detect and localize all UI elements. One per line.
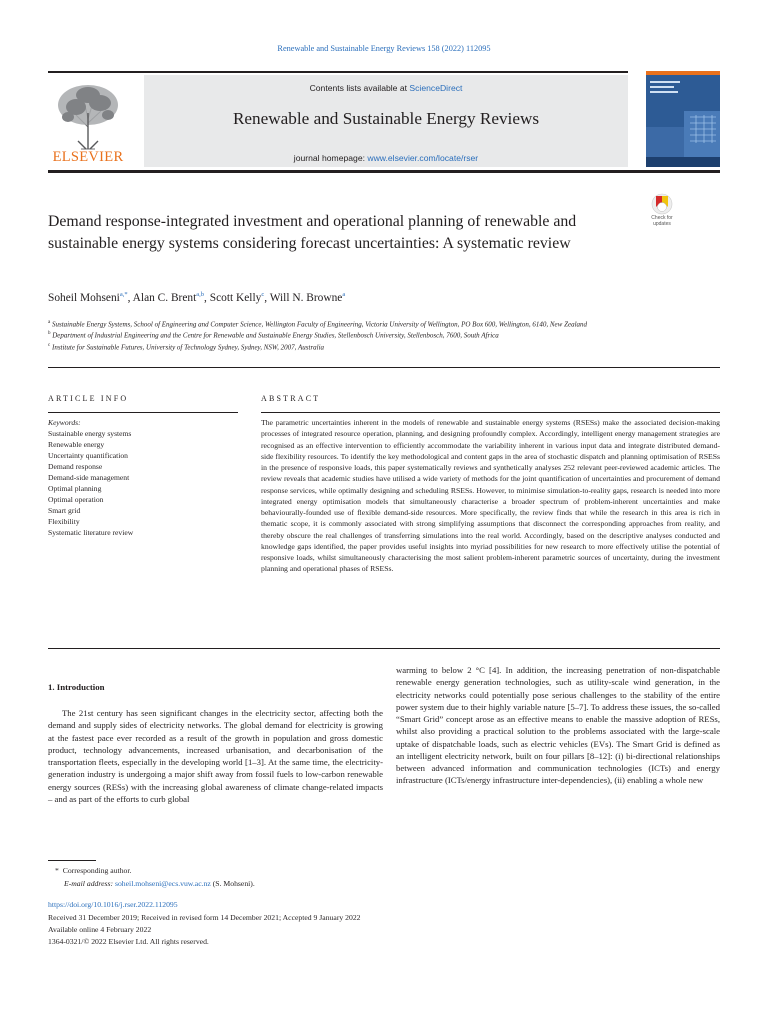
journal-citation-link[interactable]: Renewable and Sustainable Energy Reviews 158 (2022) 112095 bbox=[277, 44, 491, 53]
journal-cover-thumbnail[interactable] bbox=[646, 71, 720, 167]
abstract-bottom-rule bbox=[48, 648, 720, 649]
affiliation-text: Sustainable Energy Systems, School of Engineering and Computer Science, Wellington Faculty of Engineering, Victoria University of Wellington, PO Box 600, Wellington, 6140, New Zealand bbox=[51, 320, 588, 329]
keyword-item: Optimal planning bbox=[48, 484, 102, 493]
journal-title: Renewable and Sustainable Energy Reviews bbox=[232, 109, 540, 128]
crossmark-label bbox=[645, 216, 679, 227]
issn-copyright: 1364-0321/© 2022 Elsevier Ltd. All rights reserved. bbox=[48, 937, 209, 946]
affiliation-text: Institute for Sustainable Futures, University of Technology Sydney, Sydney, NSW, 2007, Australia bbox=[51, 342, 325, 351]
contents-availability bbox=[144, 83, 628, 93]
keyword-item: Optimal operation bbox=[48, 495, 104, 504]
keyword-item: Systematic literature review bbox=[48, 528, 134, 537]
keyword-item: Demand-side management bbox=[48, 473, 130, 482]
email-owner: (S. Mohseni). bbox=[212, 879, 255, 888]
article-info-rule bbox=[48, 412, 238, 413]
homepage-prefix: journal homepage: bbox=[293, 153, 368, 163]
keywords-heading: Keywords: bbox=[48, 418, 81, 427]
journal-masthead bbox=[48, 71, 720, 171]
affiliation-marker: c bbox=[48, 342, 51, 348]
abstract-text: The parametric uncertainties inherent in the models of renewable and sustainable energy systems (RSESs) make the associated decision-making processes of integrated resource operation, planning, and designing profoundly complex. Accordingly, intelligent energy management strategies are recognised as an effective intervention to efficiently accommodate the variability inherent in various input data and integrate distributed demand-side flexibility resources. To identify the key methodological and content gaps in the area of stochastic dispatch and planning optimisation of RSESs in the presence of responsive loads, this paper systematically reviews and synthetically analyses 252 relevant peer-reviewed academic articles. The review reveals that academic studies have utilised a wide variety of methods for the joint quantification of uncertainties and procurement of demand response services, while optimally designing and scheduling RSESs. However, to minimise simulation-to-reality gaps, research is needed into more integrated energy optimisation models that simultaneously characterise a broader spectrum of problem-inherent uncertainties and make behaviourally-founded use of flexible demand-side resources. More specifically, the review finds that while the research in this area is rich in thematic scope, it is commonly associated with strong simplifying assumptions that disconnect the corresponding approaches from reality, and thereby obscure the real challenges of transferring simulations into the real world. Accordingly, based on the descriptive analyses conducted and knowledge gaps identified, the paper provides useful insights into myriad possibilities for new research to more effectively utilise the potential of responsive loads, whilst simultaneously characterising the most salient problem-inherent parametric sources of uncertainty, during the investment planning and operational phases of RSESs. bbox=[261, 418, 720, 574]
doi-link[interactable]: https://doi.org/10.1016/j.rser.2022.112095 bbox=[48, 900, 178, 909]
author-name[interactable]: Alan C. Brent bbox=[132, 291, 197, 304]
author-affiliation-marker[interactable]: a,b bbox=[196, 291, 205, 298]
elsevier-tree-icon bbox=[48, 79, 128, 151]
article-info-heading: ARTICLE INFO bbox=[48, 394, 129, 403]
introduction-heading: 1. Introduction bbox=[48, 682, 105, 692]
article-info-top-rule bbox=[48, 367, 720, 368]
abstract-heading: ABSTRACT bbox=[261, 394, 321, 403]
affiliation-list bbox=[48, 318, 688, 352]
crossmark-label-line2: updates bbox=[653, 220, 671, 227]
affiliation-item bbox=[48, 329, 688, 340]
author-name[interactable]: Will N. Browne bbox=[269, 291, 343, 304]
author-email-link[interactable]: soheil.mohseni@ecs.vuw.ac.nz bbox=[114, 879, 211, 888]
author-name[interactable]: Scott Kelly bbox=[209, 291, 262, 304]
article-title: Demand response-integrated investment and operational planning of renewable and sustainable energy systems considering forecast uncertainties: A systematic review bbox=[48, 213, 577, 252]
masthead-bottom-rule bbox=[48, 170, 720, 173]
available-online-date: Available online 4 February 2022 bbox=[48, 925, 152, 934]
author-separator: , bbox=[204, 291, 210, 304]
abstract-rule bbox=[261, 412, 720, 413]
author-affiliation-marker[interactable]: a,* bbox=[119, 291, 128, 298]
footnote-rule bbox=[48, 860, 96, 861]
keyword-item: Uncertainty quantification bbox=[48, 451, 128, 460]
keyword-item: Smart grid bbox=[48, 506, 81, 515]
author-list bbox=[48, 291, 648, 304]
affiliation-marker: b bbox=[48, 331, 51, 337]
author-name[interactable]: Soheil Mohseni bbox=[48, 291, 120, 304]
author-affiliation-marker[interactable]: c bbox=[261, 291, 265, 298]
corresponding-mark: * bbox=[55, 866, 59, 875]
journal-homepage bbox=[144, 153, 628, 163]
corresponding-author-note bbox=[55, 866, 131, 875]
journal-cover-image bbox=[646, 71, 720, 167]
author-affiliation-marker[interactable]: a bbox=[342, 291, 346, 298]
journal-banner bbox=[144, 75, 628, 167]
affiliation-item bbox=[48, 341, 688, 352]
crossmark-label-line1: Check for bbox=[651, 215, 673, 221]
crossmark-icon bbox=[645, 193, 679, 215]
affiliation-item bbox=[48, 318, 688, 329]
check-for-updates-badge[interactable] bbox=[645, 193, 679, 231]
keyword-item: Sustainable energy systems bbox=[48, 429, 132, 438]
introduction-paragraph-left: The 21st century has seen significant changes in the electricity sector, affecting both the demand and supply sides of electricity networks. The global demand for electricity is growing at the fastest pace ever recorded as a result of the growth in population and gross domestic product, technology advancements, increased urbanisation, and decarbonisation of the transportation fleets, especially in the developing world [1–3]. At the same time, the electricity-generation industry is undergoing a major shift away from fossil fuels to low-carbon renewable energy sources (RESs) with the increasing global awareness of climate change-related impacts – and as part of the efforts to curb global bbox=[48, 708, 383, 804]
keywords-list bbox=[48, 428, 248, 538]
journal-homepage-link[interactable]: www.elsevier.com/locate/rser bbox=[367, 153, 479, 163]
masthead-top-rule bbox=[48, 71, 628, 73]
corresponding-author-label: Corresponding author. bbox=[62, 866, 132, 875]
publisher-wordmark: ELSEVIER bbox=[52, 149, 124, 165]
author-email-note bbox=[64, 879, 255, 888]
received-dates: Received 31 December 2019; Received in revised form 14 December 2021; Accepted 9 January 2022 bbox=[48, 913, 361, 922]
keyword-item: Flexibility bbox=[48, 517, 80, 526]
contents-prefix: Contents lists available at bbox=[309, 83, 410, 93]
author-separator: , bbox=[127, 291, 133, 304]
email-label: E-mail address: bbox=[64, 879, 114, 888]
introduction-paragraph-right: warming to below 2 °C [4]. In addition, the increasing penetration of non-dispatchable renewable energy generation technologies, such as utility-scale wind generation, in the electricity networks could potentially pose serious challenges to the stability of the entire power system due to their highly variable nature [5–7]. To address these issues, the so-called “Smart Grid” concept arose as an effective means to enable the massive adoption of RESs, whilst also providing a practical solution to the problems associated with the large-scale uptake of dispatchable loads, such as electric vehicles (EVs). The Smart Grid is defined as an intelligent electricity network, built on four pillars [8–12]: (i) bi-directional relationships between advanced information and communication technologies (ICTs) and energy infrastructure (ICTs/energy infrastructure inter-dependencies), (ii) enabling a whole new bbox=[396, 665, 720, 786]
keyword-item: Demand response bbox=[48, 462, 103, 471]
affiliation-text: Department of Industrial Engineering and the Centre for Renewable and Sustainable Energy Studies, Stellenbosch University, Stellenbosch, 7600, South Africa bbox=[52, 331, 499, 340]
author-separator: , bbox=[264, 291, 270, 304]
sciencedirect-link[interactable]: ScienceDirect bbox=[409, 83, 463, 93]
keyword-item: Renewable energy bbox=[48, 440, 105, 449]
affiliation-marker: a bbox=[48, 320, 51, 325]
